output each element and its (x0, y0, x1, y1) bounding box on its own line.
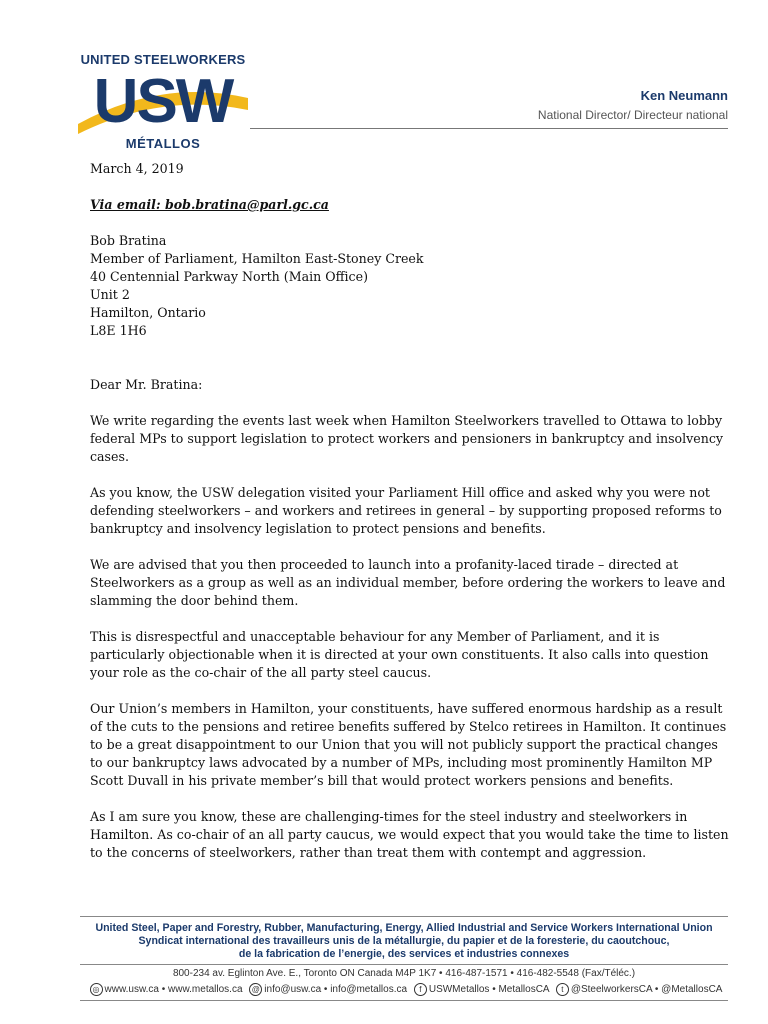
footer-web-links[interactable]: www.usw.ca • www.metallos.ca (104, 984, 243, 996)
address-line: Unit 2 (90, 287, 130, 302)
email-icon: @ (249, 983, 262, 996)
twitter-icon: t (556, 983, 569, 996)
globe-icon: ◎ (90, 983, 103, 996)
paragraph: This is disrespectful and unacceptable behaviour for any Member of Parliament, and it is particularly objectionable when it is directed at your own constituents. It also calls into question your role as the co-chair of the all party steel caucus. (90, 629, 709, 680)
union-name-english: United Steel, Paper and Forestry, Rubber, Manufacturing, Energy, Allied Industrial and Service Workers International Union (95, 922, 713, 934)
paragraph: As I am sure you know, these are challenging-times for the steel industry and steelworkers in Hamilton. As co-chair of an all party caucus, we would expect that you would take the time to listen to the concerns of steelworkers, rather than treat them with contempt and aggression. (90, 809, 729, 860)
letterhead (0, 0, 768, 160)
facebook-icon: f (414, 983, 427, 996)
director-block (538, 88, 728, 122)
paragraph: Our Union’s members in Hamilton, your constituents, have suffered enormous hardship as a result of the cuts to the pensions and retiree benefits suffered by Stelco retirees in Hamilton. It continues to be a great disappointment to our Union that you will not publicly support the practical changes to our bankruptcy laws advocated by a number of MPs, including most prominently Hamilton MP Scott Duvall in his private member’s bill that would protect workers pensions and benefits. (90, 701, 727, 788)
footer-contacts (80, 983, 728, 996)
paragraph: We write regarding the events last week when Hamilton Steelworkers travelled to Ottawa to lobby federal MPs to support legislation to protect workers and pensioners in bankruptcy and insolvency cases. (90, 413, 723, 464)
footer-divider (80, 916, 728, 917)
letter-date: March 4, 2019 (90, 161, 184, 176)
logo-metallos-text: MÉTALLOS (125, 136, 201, 151)
letter-body (90, 160, 730, 880)
footer-facebook[interactable]: USWMetallos • MetallosCA (428, 984, 550, 996)
address-line: Member of Parliament, Hamilton East-Stoney Creek (90, 251, 424, 266)
via-email-line: Via email: bob.bratina@parl.gc.ca (90, 197, 329, 212)
header-divider (250, 128, 728, 129)
footer-twitter[interactable]: @SteelworkersCA • @MetallosCA (570, 984, 723, 996)
address-line: Bob Bratina (90, 233, 167, 248)
logo-mark-text: USW (93, 67, 233, 136)
salutation: Dear Mr. Bratina: (90, 377, 203, 392)
paragraph: As you know, the USW delegation visited your Parliament Hill office and asked why you were not defending steelworkers – and workers and retirees in general – by supporting proposed reforms to bankruptcy and insolvency legislation to protect pensions and benefits. (90, 485, 722, 536)
footer (0, 916, 768, 1024)
logo-united-steelworkers-text: UNITED STEELWORKERS (80, 52, 246, 67)
address-line: Hamilton, Ontario (90, 305, 206, 320)
address-line: L8E 1H6 (90, 323, 147, 338)
address-line: 40 Centennial Parkway North (Main Office) (90, 269, 368, 284)
footer-address: 800-234 av. Eglinton Ave. E., Toronto ON Canada M4P 1K7 • 416-487-1571 • 416-482-5548 (Fax/Téléc.) (172, 968, 636, 979)
union-name-french-2: de la fabrication de l’energie, des services et industries connexes (238, 948, 570, 960)
footer-divider (80, 1000, 728, 1001)
director-title: National Director/ Directeur national (537, 108, 728, 122)
director-name: Ken Neumann (640, 88, 728, 103)
paragraph: We are advised that you then proceeded to launch into a profanity-laced tirade – directed at Steelworkers as a group as well as an individual member, before ordering the workers to leave and slamming the door behind them. (90, 557, 726, 608)
usw-logo-mark (72, 66, 254, 136)
recipient-address (90, 232, 730, 340)
footer-divider (80, 964, 728, 965)
usw-logo (72, 52, 254, 152)
union-name-french-1: Syndicat international des travailleurs unis de la métallurgie, du papier et de la foresterie, du caoutchouc, (138, 935, 670, 947)
footer-email-links[interactable]: info@usw.ca • info@metallos.ca (264, 984, 408, 996)
footer-union-names (80, 922, 728, 961)
